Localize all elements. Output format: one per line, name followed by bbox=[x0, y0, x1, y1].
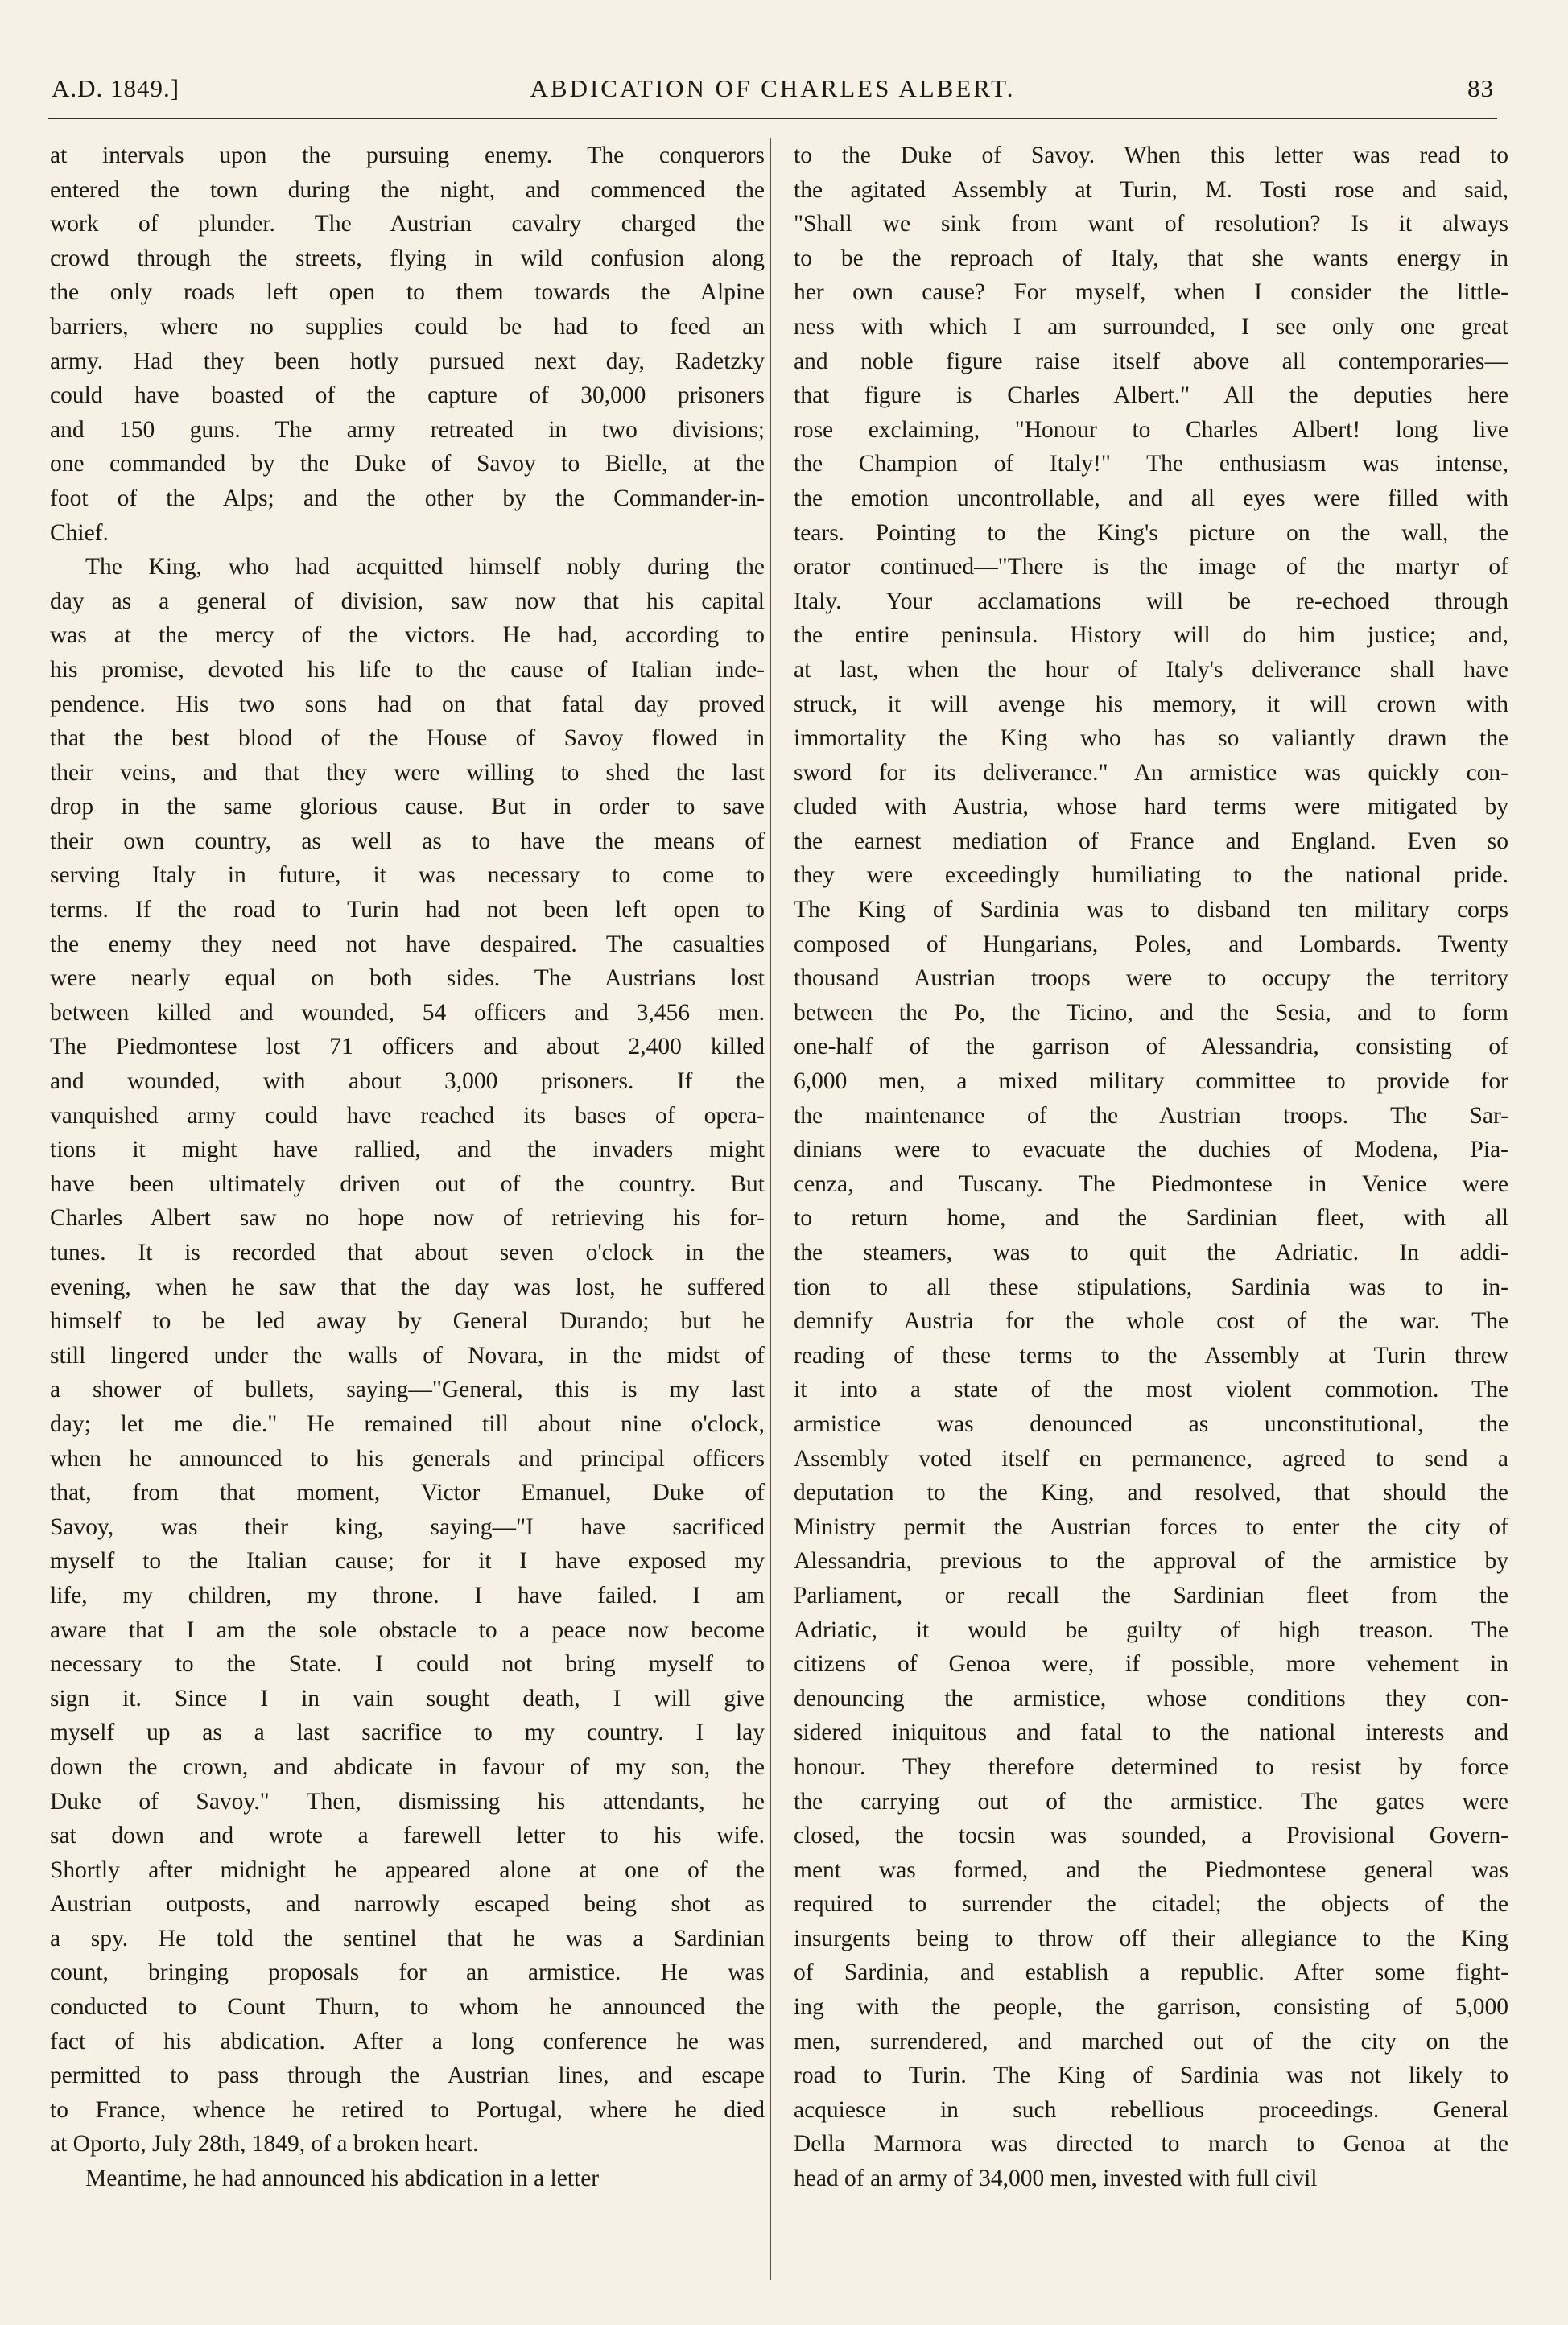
text-line: still lingered under the walls of Novara, in the midst of bbox=[50, 1342, 765, 1369]
text-line: the entire peninsula. History will do him justice; and, bbox=[794, 622, 1508, 649]
text-line: was at the mercy of the victors. He had, according to bbox=[50, 622, 765, 649]
text-line: Duke of Savoy." Then, dismissing his attendants, he bbox=[50, 1788, 765, 1815]
text-line: they were exceedingly humiliating to the national pride. bbox=[794, 862, 1508, 889]
text-line: Savoy, was their king, saying—"I have sacrificed bbox=[50, 1514, 765, 1540]
right-column bbox=[794, 138, 1508, 2280]
text-line: immortality the King who has so valiantly drawn the bbox=[794, 725, 1508, 752]
text-line: composed of Hungarians, Poles, and Lombards. Twenty bbox=[794, 931, 1508, 957]
text-line: serving Italy in future, it was necessary to come to bbox=[50, 862, 765, 889]
page-number: 83 bbox=[1467, 74, 1494, 102]
text-line: and noble figure raise itself above all contemporaries— bbox=[794, 348, 1508, 374]
text-line: crowd through the streets, flying in wild confusion along bbox=[50, 245, 765, 271]
text-line: the emotion uncontrollable, and all eyes were filled with bbox=[794, 485, 1508, 511]
text-line: at last, when the hour of Italy's deliverance shall have bbox=[794, 656, 1508, 683]
text-line: that, from that moment, Victor Emanuel, Duke of bbox=[50, 1480, 765, 1506]
text-line: ment was formed, and the Piedmontese general was bbox=[794, 1856, 1508, 1883]
text-line: ness with which I am surrounded, I see only one great bbox=[794, 313, 1508, 340]
text-line: could have boasted of the capture of 30,000 prisoners bbox=[50, 382, 765, 409]
text-line: the enemy they need not have despaired. The casualties bbox=[50, 931, 765, 957]
text-line: to the Duke of Savoy. When this letter was read to bbox=[794, 142, 1508, 168]
running-head-date: A.D. 1849.] bbox=[52, 74, 180, 102]
text-line: between killed and wounded, 54 officers and 3,456 men. bbox=[50, 999, 765, 1026]
text-line: road to Turin. The King of Sardinia was not likely to bbox=[794, 2063, 1508, 2089]
text-line: citizens of Genoa were, if possible, more vehement in bbox=[794, 1651, 1508, 1678]
text-line: were nearly equal on both sides. The Austrians lost bbox=[50, 965, 765, 992]
text-line: fact of his abdication. After a long conference he was bbox=[50, 2028, 765, 2055]
text-line: sword for its deliverance." An armistice was quickly con- bbox=[794, 759, 1508, 786]
text-line: sign it. Since I in vain sought death, I will give bbox=[50, 1685, 765, 1712]
text-line: to be the reproach of Italy, that she wants energy in bbox=[794, 245, 1508, 271]
text-line: deputation to the King, and resolved, that should the bbox=[794, 1480, 1508, 1506]
text-line: of Sardinia, and establish a republic. After some fight- bbox=[794, 1960, 1508, 1986]
text-line: Parliament, or recall the Sardinian fleet from the bbox=[794, 1582, 1508, 1609]
text-line: a spy. He told the sentinel that he was a Sardinian bbox=[50, 1925, 765, 1951]
text-line: required to surrender the citadel; the objects of the bbox=[794, 1891, 1508, 1918]
text-line: Shortly after midnight he appeared alone at one of the bbox=[50, 1856, 765, 1883]
text-line: that figure is Charles Albert." All the deputies here bbox=[794, 382, 1508, 409]
text-line: armistice was denounced as unconstitutional, the bbox=[794, 1410, 1508, 1437]
text-line: ing with the people, the garrison, consisting of 5,000 bbox=[794, 1994, 1508, 2021]
text-line: sidered iniquitous and fatal to the national interests and bbox=[794, 1720, 1508, 1746]
column-divider bbox=[770, 138, 771, 2280]
left-column bbox=[50, 138, 765, 2280]
text-line: myself up as a last sacrifice to my country. I lay bbox=[50, 1720, 765, 1746]
text-line: their own country, as well as to have the means of bbox=[50, 828, 765, 854]
text-line: closed, the tocsin was sounded, a Provisional Govern- bbox=[794, 1823, 1508, 1849]
text-line: tion to all these stipulations, Sardinia was to in- bbox=[794, 1274, 1508, 1300]
text-line: Chief. bbox=[50, 519, 109, 546]
text-line: acquiesce in such rebellious proceedings. General bbox=[794, 2096, 1508, 2123]
header-rule bbox=[48, 118, 1497, 119]
text-line: The King of Sardinia was to disband ten military corps bbox=[794, 897, 1508, 923]
text-line: the carrying out of the armistice. The gates were bbox=[794, 1788, 1508, 1815]
text-line: one-half of the garrison of Alessandria, consisting of bbox=[794, 1034, 1508, 1060]
text-line: Ministry permit the Austrian forces to enter the city of bbox=[794, 1514, 1508, 1540]
text-line: one commanded by the Duke of Savoy to Bielle, at the bbox=[50, 451, 765, 477]
text-line: drop in the same glorious cause. But in order to save bbox=[50, 794, 765, 820]
text-line: tears. Pointing to the King's picture on the wall, the bbox=[794, 519, 1508, 546]
text-line: conducted to Count Thurn, to whom he announced the bbox=[50, 1994, 765, 2021]
text-line: tions it might have rallied, and the invaders might bbox=[50, 1137, 765, 1163]
text-line: when he announced to his generals and principal officers bbox=[50, 1445, 765, 1472]
text-line: count, bringing proposals for an armistice. He was bbox=[50, 1960, 765, 1986]
text-line: evening, when he saw that the day was lost, he suffered bbox=[50, 1274, 765, 1300]
text-line: Meantime, he had announced his abdication in a letter bbox=[85, 2166, 600, 2192]
text-line: at Oporto, July 28th, 1849, of a broken heart. bbox=[50, 2131, 479, 2158]
text-line: her own cause? For myself, when I consider the little- bbox=[794, 279, 1508, 306]
text-line: pendence. His two sons had on that fatal day proved bbox=[50, 691, 765, 717]
text-line: orator continued—"There is the image of the martyr of bbox=[794, 554, 1508, 580]
text-line: head of an army of 34,000 men, invested with full civil bbox=[794, 2166, 1318, 2192]
text-line: tunes. It is recorded that about seven o'clock in the bbox=[50, 1240, 765, 1266]
text-line: day; let me die." He remained till about nine o'clock, bbox=[50, 1410, 765, 1437]
text-line: entered the town during the night, and commenced the bbox=[50, 176, 765, 203]
text-line: their veins, and that they were willing to shed the last bbox=[50, 759, 765, 786]
text-line: Adriatic, it would be guilty of high treason. The bbox=[794, 1617, 1508, 1643]
text-line: honour. They therefore determined to resist by force bbox=[794, 1753, 1508, 1780]
text-line: work of plunder. The Austrian cavalry charged the bbox=[50, 211, 765, 237]
text-line: at intervals upon the pursuing enemy. The conquerors bbox=[50, 142, 765, 168]
text-line: thousand Austrian troops were to occupy the territory bbox=[794, 965, 1508, 992]
text-line: rose exclaiming, "Honour to Charles Albert! long live bbox=[794, 416, 1508, 443]
text-line: necessary to the State. I could not bring myself to bbox=[50, 1651, 765, 1678]
text-line: cluded with Austria, whose hard terms were mitigated by bbox=[794, 794, 1508, 820]
text-line: it into a state of the most violent commotion. The bbox=[794, 1377, 1508, 1403]
text-line: life, my children, my throne. I have failed. I am bbox=[50, 1582, 765, 1609]
text-line: Assembly voted itself en permanence, agreed to send a bbox=[794, 1445, 1508, 1472]
text-line: to France, whence he retired to Portugal, where he died bbox=[50, 2096, 765, 2123]
text-line: sat down and wrote a farewell letter to his wife. bbox=[50, 1823, 765, 1849]
text-line: 6,000 men, a mixed military committee to provide for bbox=[794, 1068, 1508, 1095]
text-line: "Shall we sink from want of resolution? Is it always bbox=[794, 211, 1508, 237]
text-line: Alessandria, previous to the approval of the armistice by bbox=[794, 1548, 1508, 1575]
text-line: reading of these terms to the Assembly at Turin threw bbox=[794, 1342, 1508, 1369]
text-line: terms. If the road to Turin had not been left open to bbox=[50, 897, 765, 923]
text-line: vanquished army could have reached its bases of opera- bbox=[50, 1102, 765, 1129]
text-line: myself to the Italian cause; for it I have exposed my bbox=[50, 1548, 765, 1575]
text-line: to return home, and the Sardinian fleet, with all bbox=[794, 1205, 1508, 1232]
running-head-title: ABDICATION OF CHARLES ALBERT. bbox=[530, 74, 1016, 102]
text-line: struck, it will avenge his memory, it will crown with bbox=[794, 691, 1508, 717]
text-line: aware that I am the sole obstacle to a peace now become bbox=[50, 1617, 765, 1643]
text-line: have been ultimately driven out of the country. But bbox=[50, 1171, 765, 1197]
running-head bbox=[52, 74, 1494, 114]
text-line: Austrian outposts, and narrowly escaped being shot as bbox=[50, 1891, 765, 1918]
text-line: cenza, and Tuscany. The Piedmontese in Venice were bbox=[794, 1171, 1508, 1197]
text-line: the Champion of Italy!" The enthusiasm was intense, bbox=[794, 451, 1508, 477]
text-line: his promise, devoted his life to the cause of Italian inde- bbox=[50, 656, 765, 683]
text-line: the steamers, was to quit the Adriatic. In addi- bbox=[794, 1240, 1508, 1266]
text-line: denouncing the armistice, whose conditions they con- bbox=[794, 1685, 1508, 1712]
text-line: the only roads left open to them towards the Alpine bbox=[50, 279, 765, 306]
text-line: permitted to pass through the Austrian lines, and escape bbox=[50, 2063, 765, 2089]
text-line: demnify Austria for the whole cost of the war. The bbox=[794, 1308, 1508, 1335]
text-line: insurgents being to throw off their allegiance to the King bbox=[794, 1925, 1508, 1951]
text-line: foot of the Alps; and the other by the Commander-in- bbox=[50, 485, 765, 511]
text-line: himself to be led away by General Durando; but he bbox=[50, 1308, 765, 1335]
text-line: the agitated Assembly at Turin, M. Tosti rose and said, bbox=[794, 176, 1508, 203]
text-line: Della Marmora was directed to march to Genoa at the bbox=[794, 2131, 1508, 2158]
text-line: The Piedmontese lost 71 officers and about 2,400 killed bbox=[50, 1034, 765, 1060]
text-line: and wounded, with about 3,000 prisoners. If the bbox=[50, 1068, 765, 1095]
text-line: day as a general of division, saw now that his capital bbox=[50, 588, 765, 614]
text-line: the earnest mediation of France and England. Even so bbox=[794, 828, 1508, 854]
text-line: and 150 guns. The army retreated in two divisions; bbox=[50, 416, 765, 443]
text-line: down the crown, and abdicate in favour of my son, the bbox=[50, 1753, 765, 1780]
text-line: Charles Albert saw no hope now of retrieving his for- bbox=[50, 1205, 765, 1232]
text-line: between the Po, the Ticino, and the Sesia, and to form bbox=[794, 999, 1508, 1026]
text-line: that the best blood of the House of Savoy flowed in bbox=[50, 725, 765, 752]
text-line: Italy. Your acclamations will be re-echoed through bbox=[794, 588, 1508, 614]
text-line: The King, who had acquitted himself nobly during the bbox=[85, 554, 765, 580]
text-line: the maintenance of the Austrian troops. The Sar- bbox=[794, 1102, 1508, 1129]
text-line: army. Had they been hotly pursued next day, Radetzky bbox=[50, 348, 765, 374]
text-line: a shower of bullets, saying—"General, this is my last bbox=[50, 1377, 765, 1403]
text-line: dinians were to evacuate the duchies of Modena, Pia- bbox=[794, 1137, 1508, 1163]
text-line: barriers, where no supplies could be had to feed an bbox=[50, 313, 765, 340]
text-line: men, surrendered, and marched out of the city on the bbox=[794, 2028, 1508, 2055]
